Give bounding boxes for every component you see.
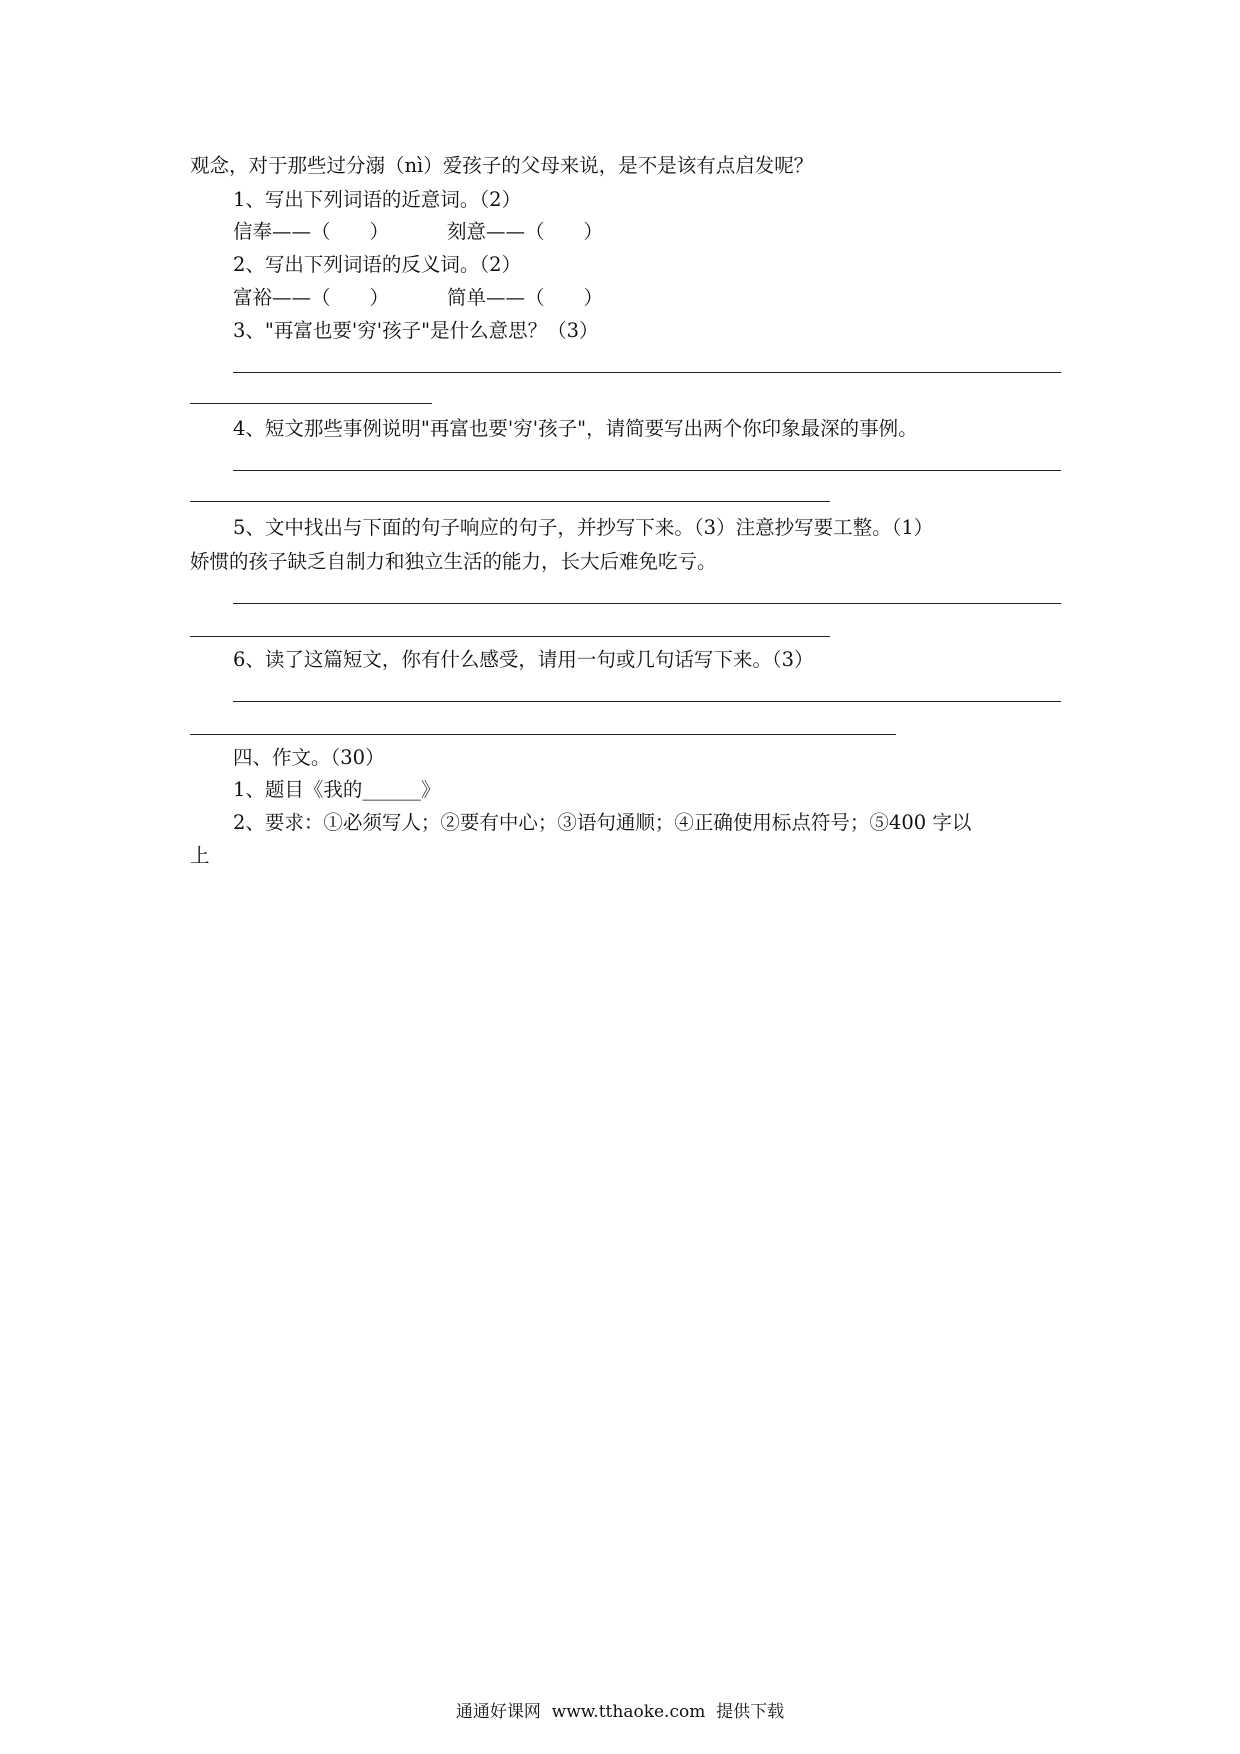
answer-line[interactable] bbox=[233, 470, 1061, 471]
page-footer: 通通好课网 www.tthaoke.com 提供下载 bbox=[455, 1702, 785, 1722]
question-2-prompt: 2、写出下列词语的反义词。（2） bbox=[233, 253, 522, 276]
composition-requirements-continued: 上 bbox=[190, 844, 210, 867]
question-1-prompt: 1、写出下列词语的近意词。（2） bbox=[233, 188, 522, 211]
answer-line[interactable] bbox=[190, 501, 830, 502]
answer-line[interactable] bbox=[233, 603, 1061, 604]
question-3-prompt: 3、"再富也要'穷'孩子"是什么意思？（3） bbox=[233, 319, 599, 342]
question-1-word-2: 刻意——（ ） bbox=[447, 220, 604, 243]
question-6-prompt: 6、读了这篇短文，你有什么感受，请用一句或几句话写下来。（3） bbox=[233, 648, 814, 671]
question-2-word-1: 富裕——（ ） bbox=[233, 286, 390, 309]
composition-requirements: 2、要求：①必须写人；②要有中心；③语句通顺；④正确使用标点符号；⑤400 字以 bbox=[233, 811, 972, 834]
answer-line[interactable] bbox=[233, 372, 1061, 373]
composition-title: 1、题目《我的______》 bbox=[233, 778, 441, 801]
question-5-prompt: 5、文中找出与下面的句子响应的句子，并抄写下来。（3）注意抄写要工整。（1） bbox=[233, 516, 934, 539]
answer-line[interactable] bbox=[233, 701, 1061, 702]
composition-heading: 四、作文。（30） bbox=[233, 746, 385, 769]
answer-line[interactable] bbox=[190, 734, 896, 735]
question-5-sentence: 娇惯的孩子缺乏自制力和独立生活的能力，长大后难免吃亏。 bbox=[190, 550, 717, 573]
answer-line[interactable] bbox=[190, 403, 432, 404]
question-2-word-2: 简单——（ ） bbox=[447, 286, 604, 309]
passage-ending: 观念，对于那些过分溺（nì）爱孩子的父母来说，是不是该有点启发呢？ bbox=[190, 154, 814, 177]
answer-line[interactable] bbox=[190, 636, 830, 637]
question-1-word-1: 信奉——（ ） bbox=[233, 220, 390, 243]
question-4-prompt: 4、短文那些事例说明"再富也要'穷'孩子"，请简要写出两个你印象最深的事例。 bbox=[233, 417, 918, 440]
